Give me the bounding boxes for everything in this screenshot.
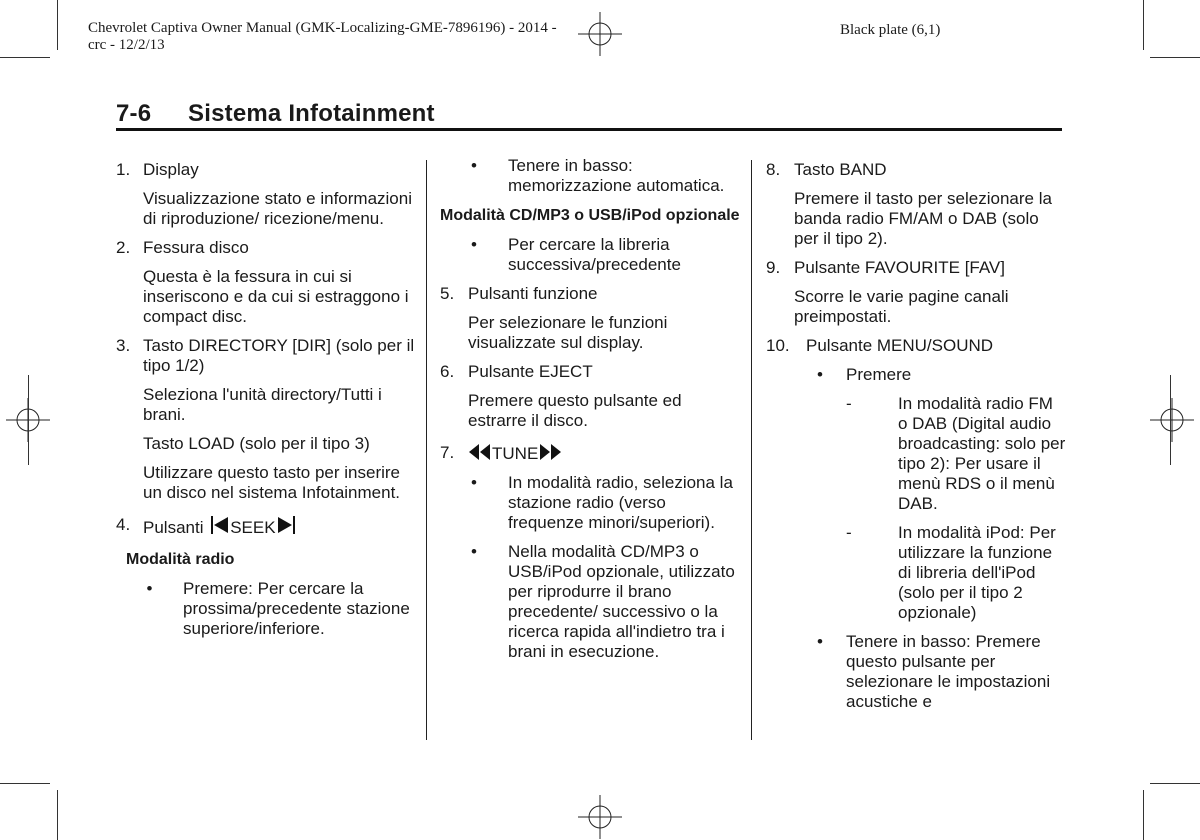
item-description: Questa è la fessura in cui si inseriscono e da cui si estraggono i compact disc. — [143, 267, 409, 326]
section-title: Sistema Infotainment — [188, 100, 435, 127]
registration-line — [28, 375, 29, 465]
item-title: Pulsante FAVOURITE [FAV] — [794, 258, 1005, 277]
item-title — [143, 515, 296, 538]
item-title: Tasto DIRECTORY [DIR] (solo per il tipo 1/2) — [143, 336, 415, 375]
item-description: Seleziona l'unità directory/Tutti i brani. — [143, 385, 382, 424]
bullet-item — [440, 156, 740, 196]
print-header-info — [88, 20, 557, 54]
list-item — [766, 336, 1066, 356]
list-item — [116, 515, 416, 538]
bullet-glyph: • — [471, 156, 477, 175]
bullet-glyph: • — [817, 632, 823, 651]
bullet-item — [794, 632, 1066, 712]
column-divider — [751, 160, 752, 740]
item-description: Scorre le varie pagine canali preimpostati. — [794, 287, 1009, 326]
list-item — [116, 160, 416, 180]
bullet-item — [794, 365, 1066, 385]
list-item — [440, 284, 740, 304]
item-description: Premere il tasto per selezionare la banda radio FM/AM o DAB (solo per il tipo 2). — [794, 189, 1052, 248]
item-number: 10. — [766, 336, 790, 355]
bullet-glyph: • — [817, 365, 823, 384]
bullet-text: In modalità radio, seleziona la stazione radio (verso frequenze minori/superiori). — [508, 473, 733, 532]
bullet-text: Premere — [846, 365, 912, 384]
fast-forward-icon — [538, 443, 562, 461]
crop-mark — [1143, 0, 1144, 50]
dash-item — [846, 523, 1066, 623]
registration-mark-icon — [578, 795, 622, 839]
heading-rule — [116, 128, 1062, 131]
registration-mark-icon — [1150, 398, 1194, 442]
item-title: Display — [143, 160, 199, 179]
item-title: Pulsante EJECT — [468, 362, 593, 381]
tune-label: TUNE — [492, 444, 539, 463]
list-item — [766, 258, 1066, 278]
item-number: 4. — [116, 515, 131, 534]
bullet-item — [440, 235, 740, 275]
rewind-icon — [468, 443, 492, 461]
crop-mark — [1150, 783, 1200, 784]
list-item — [116, 336, 416, 376]
item-number: 9. — [766, 258, 781, 277]
dash-item — [846, 394, 1066, 514]
dash-glyph: - — [846, 523, 852, 542]
item-number: 3. — [116, 336, 131, 355]
column-1 — [116, 160, 416, 639]
seek-back-icon — [210, 515, 230, 535]
column-divider — [426, 160, 427, 740]
list-item — [440, 443, 740, 464]
registration-mark-icon — [578, 12, 622, 56]
subheading: Modalità radio — [126, 551, 235, 568]
item-number: 2. — [116, 238, 131, 257]
item-title: Pulsanti funzione — [468, 284, 598, 303]
bullet-item — [440, 473, 740, 533]
bullet-item — [440, 542, 740, 662]
crop-mark — [0, 783, 50, 784]
item-description: Utilizzare questo tasto per inserire un disco nel sistema Infotainment. — [143, 463, 401, 502]
item-description: Tasto LOAD (solo per il tipo 3) — [143, 434, 370, 453]
bullet-text: Per cercare la libreria successiva/precedente — [508, 235, 681, 274]
seek-label: SEEK — [230, 518, 276, 537]
bullet-glyph: • — [146, 579, 153, 598]
dash-text: In modalità iPod: Per utilizzare la funzione di libreria dell'iPod (solo per il tipo 2 opzionale) — [898, 523, 1056, 622]
crop-mark — [57, 0, 58, 50]
plate-label: Black plate (6,1) — [840, 22, 941, 38]
print-header-line2: crc - 12/2/13 — [88, 37, 165, 53]
bullet-glyph: • — [471, 542, 477, 561]
subheading: Modalità CD/MP3 o USB/iPod opzionale — [440, 207, 740, 224]
crop-mark — [0, 57, 50, 58]
bullet-glyph: • — [471, 473, 477, 492]
print-header-line1: Chevrolet Captiva Owner Manual (GMK-Localizing-GME-7896196) - 2014 - — [88, 20, 557, 36]
item-number: 7. — [440, 443, 455, 462]
section-heading — [116, 100, 435, 128]
bullet-text: Tenere in basso: memorizzazione automatica. — [508, 156, 725, 195]
section-number: 7-6 — [116, 100, 152, 127]
item-description: Per selezionare le funzioni visualizzate sul display. — [468, 313, 668, 352]
seek-forward-icon — [276, 515, 296, 535]
bullet-text: Premere: Per cercare la prossima/precedente stazione superiore/inferiore. — [183, 579, 410, 638]
crop-mark — [57, 790, 58, 840]
list-item — [116, 238, 416, 258]
item-number: 5. — [440, 284, 455, 303]
item-description: Visualizzazione stato e informazioni di riproduzione/ ricezione/menu. — [143, 189, 412, 228]
crop-mark — [1143, 790, 1144, 840]
crop-mark — [1150, 57, 1200, 58]
bullet-glyph: • — [471, 235, 477, 254]
item-title: Pulsante MENU/SOUND — [806, 336, 994, 355]
dash-glyph: - — [846, 394, 852, 413]
seek-prefix: Pulsanti — [143, 518, 204, 537]
item-number: 6. — [440, 362, 455, 381]
bullet-text: Nella modalità CD/MP3 o USB/iPod opzionale, utilizzato per riprodurre il brano precedente/ successivo o la ricerca rapida all'indietro tra i brani in esecuzione. — [508, 542, 735, 661]
column-3 — [766, 160, 1066, 712]
registration-line — [1170, 375, 1171, 465]
item-number: 8. — [766, 160, 781, 179]
bullet-item — [116, 579, 416, 639]
item-title — [468, 443, 562, 464]
column-2 — [440, 156, 740, 662]
item-title: Tasto BAND — [794, 160, 887, 179]
item-number: 1. — [116, 160, 131, 179]
bullet-text: Tenere in basso: Premere questo pulsante per selezionare le impostazioni acustiche e — [846, 632, 1051, 711]
list-item — [766, 160, 1066, 180]
list-item — [440, 362, 740, 382]
item-title: Fessura disco — [143, 238, 249, 257]
dash-text: In modalità radio FM o DAB (Digital audio broadcasting: solo per tipo 2): Per usare il menù RDS o il menù DAB. — [898, 394, 1066, 513]
item-description: Premere questo pulsante ed estrarre il disco. — [468, 391, 682, 430]
